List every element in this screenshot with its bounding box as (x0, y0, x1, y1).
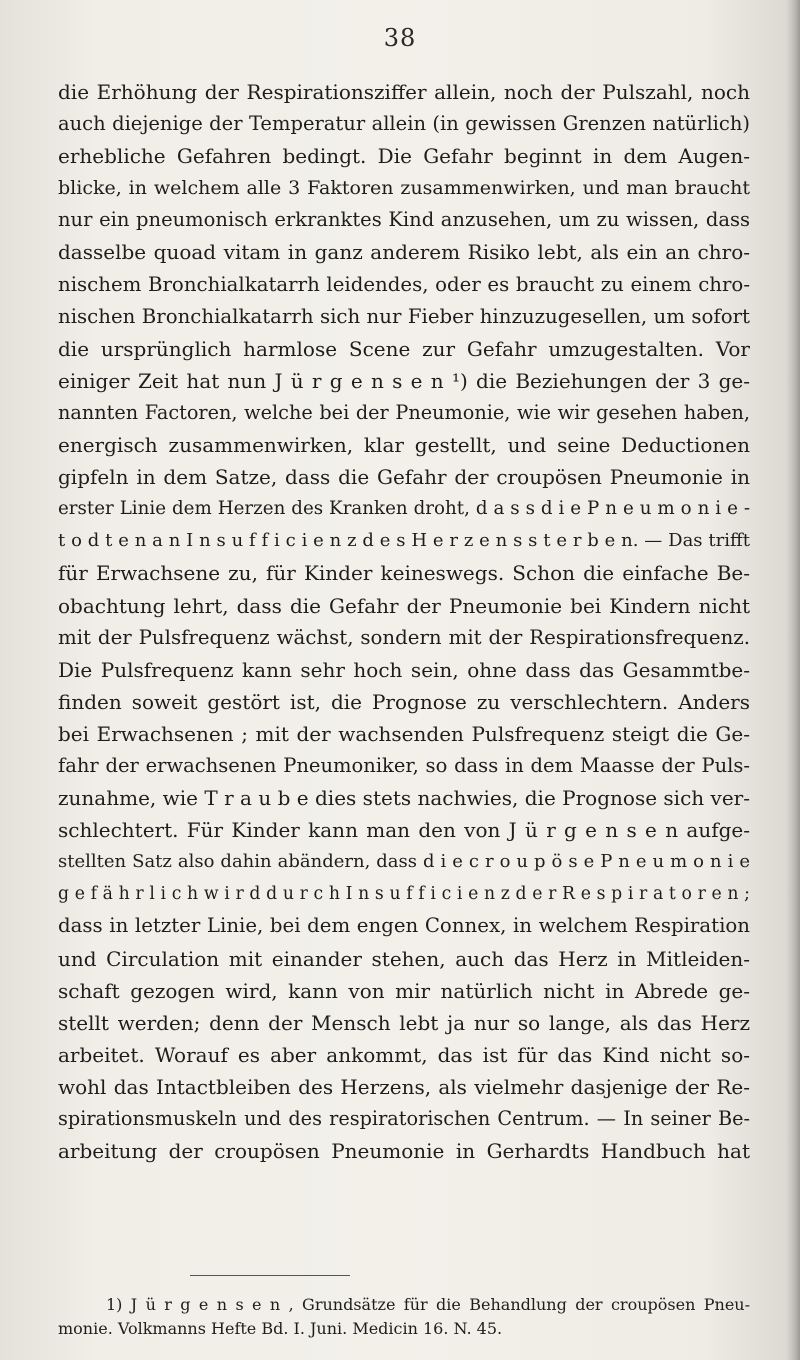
text-line: nischem Bronchialkatarrh leidendes, oder es braucht zu einem chro- (58, 272, 750, 296)
text-line: zunahme, wie T r a u b e dies stets nachwies, die Prognose sich ver- (58, 786, 750, 811)
text-line: stellten Satz also dahin abändern, dass d i e c r o u p ö s e P n e u m o n i e (58, 851, 750, 873)
text-line: die Erhöhung der Respirationsziffer allein, noch der Pulszahl, noch (58, 80, 750, 104)
text-line: wohl das Intactbleiben des Herzens, als vielmehr dasjenige der Re- (58, 1074, 750, 1099)
text-line: arbeitung der croupösen Pneumonie in Gerhardts Handbuch hat (58, 1139, 750, 1164)
text-line: schaft gezogen wird, kann von mir natürlich nicht in Abrede ge- (58, 978, 750, 1003)
text-line: nannten Factoren, welche bei der Pneumonie, wie wir gesehen haben, (58, 400, 750, 424)
text-line: g e f ä h r l i c h w i r d d u r c h I n s u f f i c i e n z d e r R e s p i r a t o r e n ; (58, 884, 750, 905)
text-line: dass in letzter Linie, bei dem engen Connex, in welchem Respiration (58, 914, 750, 938)
text-line: schlechtert. Für Kinder kann man den von J ü r g e n s e n aufge- (58, 818, 750, 843)
text-line: auch diejenige der Temperatur allein (in gewissen Grenzen natürlich) (58, 112, 750, 136)
text-line: t o d t e n a n I n s u f f i c i e n z d e s H e r z e n s s t e r b e n. — Das trifft (58, 530, 750, 552)
text-line: obachtung lehrt, dass die Gefahr der Pneumonie bei Kindern nicht (58, 593, 750, 618)
body-text (58, 76, 750, 1167)
text-line: erster Linie dem Herzen des Kranken droht, d a s s d i e P n e u m o n i e - (58, 498, 750, 520)
text-line: stellt werden; denn der Mensch lebt ja nur so lange, als das Herz (58, 1010, 750, 1035)
text-line: finden soweit gestört ist, die Prognose zu verschlechtern. Anders (58, 689, 750, 714)
text-line: und Circulation mit einander stehen, auch das Herz in Mitleiden- (58, 946, 750, 971)
text-line: nur ein pneumonisch erkranktes Kind anzusehen, um zu wissen, dass (58, 208, 750, 232)
text-line: für Erwachsene zu, für Kinder keineswegs. Schon die einfache Be- (58, 561, 750, 586)
text-line: energisch zusammenwirken, klar gestellt, und seine Deductionen (58, 433, 750, 458)
footnote-line: 1) J ü r g e n s e n , Grundsätze für die Behandlung der croupösen Pneu- (106, 1295, 750, 1314)
text-line: mit der Pulsfrequenz wächst, sondern mit der Respirationsfrequenz. (58, 625, 750, 649)
text-line: blicke, in welchem alle 3 Faktoren zusammenwirken, und man braucht (58, 177, 750, 200)
text-line: spirationsmuskeln und des respiratorischen Centrum. — In seiner Be- (58, 1107, 750, 1130)
text-line: nischen Bronchialkatarrh sich nur Fieber hinzuzugesellen, um sofort (58, 304, 750, 328)
footnote-line: monie. Volkmanns Hefte Bd. I. Juni. Medicin 16. N. 45. (58, 1319, 503, 1338)
footnotes (58, 1293, 750, 1341)
text-line: fahr der erwachsenen Pneumoniker, so dass in dem Maasse der Puls- (58, 753, 750, 777)
text-line: bei Erwachsenen ; mit der wachsenden Pulsfrequenz steigt die Ge- (58, 721, 750, 746)
text-line: Die Pulsfrequenz kann sehr hoch sein, ohne dass das Gesammtbe- (58, 657, 750, 682)
text-line: arbeitet. Worauf es aber ankommt, das ist für das Kind nicht so- (58, 1042, 750, 1067)
page-edge-shadow (786, 0, 800, 1360)
page-number: 38 (383, 24, 417, 52)
text-line: dasselbe quoad vitam in ganz anderem Risiko lebt, als ein an chro- (58, 240, 750, 265)
text-line: erhebliche Gefahren bedingt. Die Gefahr beginnt in dem Augen- (58, 144, 750, 169)
text-line: einiger Zeit hat nun J ü r g e n s e n ¹) die Beziehungen der 3 ge- (58, 368, 750, 393)
footnote-divider (190, 1275, 350, 1276)
text-line: gipfeln in dem Satze, dass die Gefahr der croupösen Pneumonie in (58, 465, 750, 490)
text-line: die ursprünglich harmlose Scene zur Gefahr umzugestalten. Vor (58, 336, 750, 361)
